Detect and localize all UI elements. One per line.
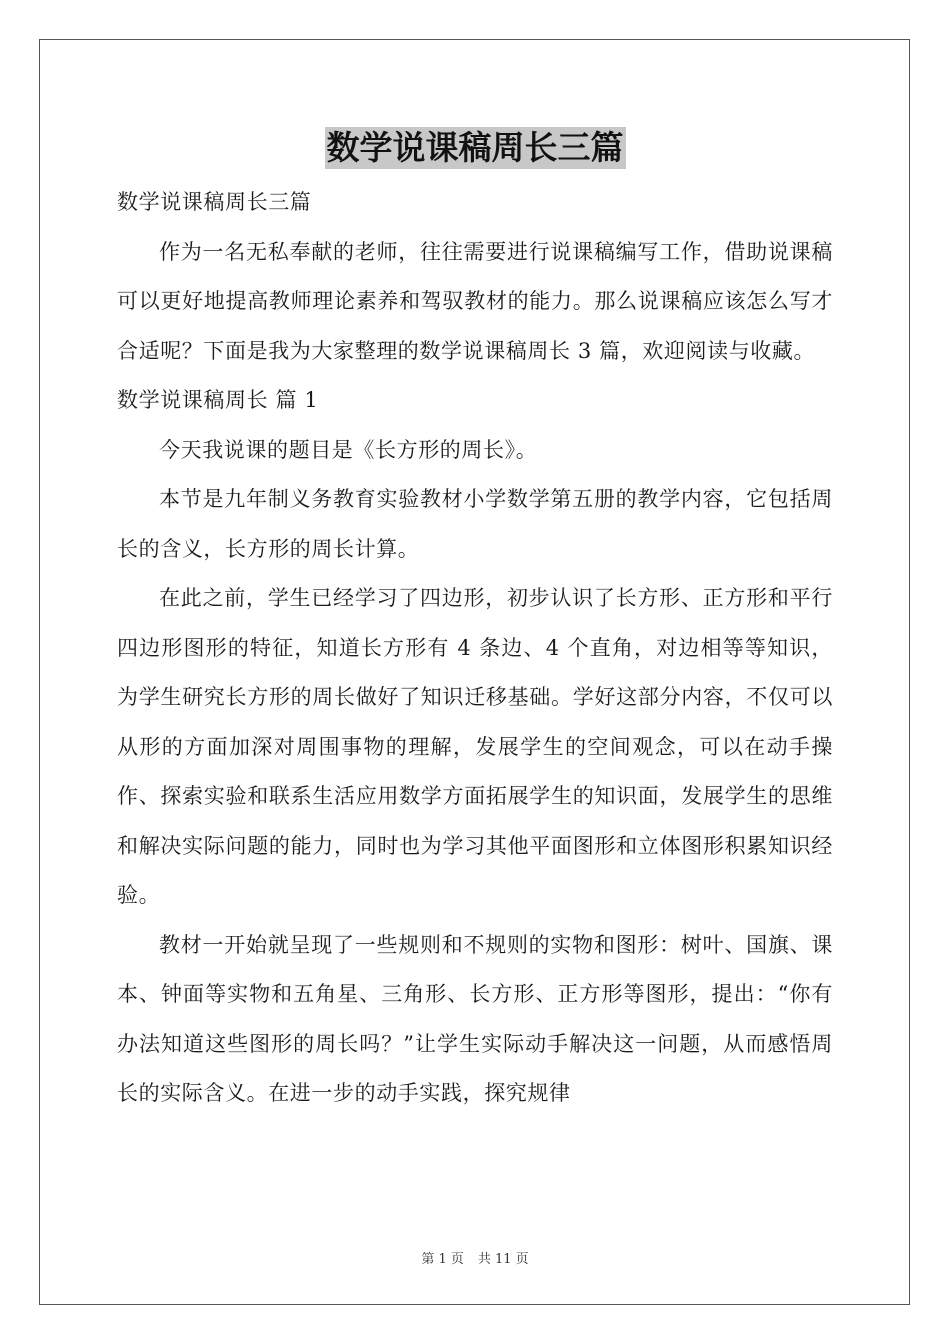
document-title: 数学说课稿周长三篇 [326,128,624,167]
page-total: 共 11 页 [477,1252,529,1267]
body-paragraph-3: 在此之前，学生已经学习了四边形，初步认识了长方形、正方形和平行四边形图形的特征，知道长方形有 4 条边、4 个直角，对边相等等知识，为学生研究长方形的周长做好了知识迁移基础。学好这部分内容，不仅可以从形的方面加深对周围事物的理解，发展学生的空间观念，可以在动手操作、探索实验和联系生活应用数学方面拓展学生的知识面，发展学生的思维和解决实际问题的能力，同时也为学习其他平面图形和立体图形积累知识经验。 [117,586,833,907]
body-paragraph-1: 今天我说课的题目是《长方形的周长》。 [159,437,538,462]
intro-paragraph: 作为一名无私奉献的老师，往往需要进行说课稿编写工作，借助说课稿可以更好地提高教师理论素养和驾驭教材的能力。那么说课稿应该怎么写才合适呢？下面是我为大家整理的数学说课稿周长 3 篇，欢迎阅读与收藏。 [117,239,833,363]
title-container [0,127,950,169]
body-paragraph-2: 本节是九年制义务教育实验教材小学数学第五册的教学内容，它包括周长的含义，长方形的周长计算。 [117,487,833,561]
section-heading: 数学说课稿周长 篇 1 [117,388,319,412]
page-number: 第 1 页 [421,1252,464,1267]
body-paragraph-4: 教材一开始就呈现了一些规则和不规则的实物和图形：树叶、国旗、课本、钟面等实物和五角星、三角形、长方形、正方形等图形，提出：“你有办法知道这些图形的周长吗？”让学生实际动手解决这一问题，从而感悟周长的实际含义。在进一步的动手实践，探究规律 [117,932,833,1105]
document-body [117,178,833,1119]
page-footer [0,1248,950,1267]
document-subtitle: 数学说课稿周长三篇 [117,190,312,214]
